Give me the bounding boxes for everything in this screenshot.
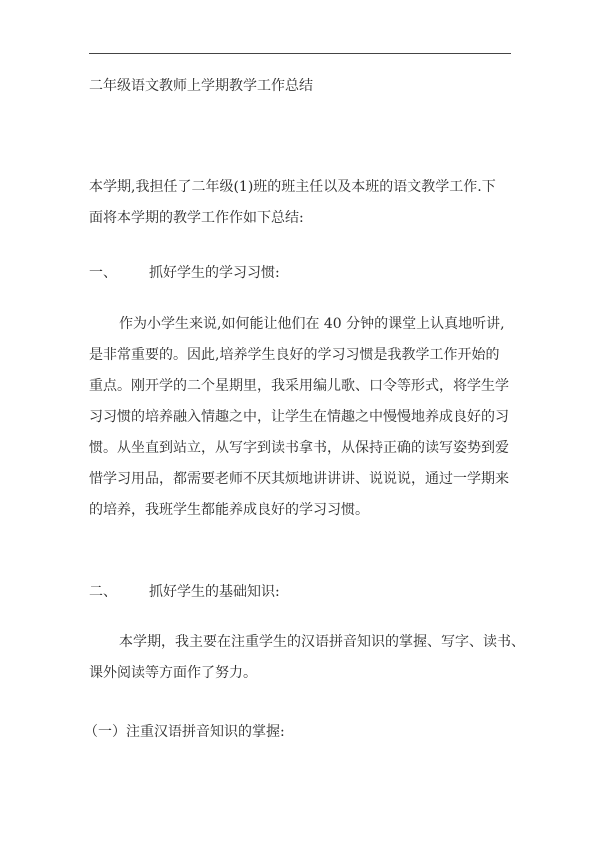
intro-line: 面将本学期的教学工作作如下总结: bbox=[89, 210, 304, 226]
paragraph-line: 习习惯的培养融入情趣之中，让学生在情趣之中慢慢地养成良好的习 bbox=[89, 409, 509, 425]
intro-line: 本学期,我担任了二年级(1)班的班主任以及本班的语文教学工作.下 bbox=[89, 179, 496, 195]
section-1-title: 抓好学生的学习习惯: bbox=[149, 265, 280, 281]
section-2-title: 抓好学生的基础知识: bbox=[149, 584, 280, 600]
section-2-heading bbox=[89, 582, 280, 602]
paragraph-line: 惯。从坐直到站立，从写字到读书拿书，从保持正确的读写姿势到爱 bbox=[89, 440, 509, 456]
paragraph-line: 课外阅读等方面作了努力。 bbox=[89, 665, 257, 681]
document-title: 二年级语文教师上学期教学工作总结 bbox=[89, 78, 313, 94]
section-1-paragraph bbox=[89, 309, 514, 526]
paragraph-line: 作为小学生来说,如何能让他们在 40 分钟的课堂上认真地听讲, bbox=[119, 316, 505, 332]
paragraph-line: 重点。刚开学的二个星期里，我采用编儿歌、口令等形式，将学生学 bbox=[89, 378, 509, 394]
subsection-1-heading: （一）注重汉语拼音知识的掌握: bbox=[84, 724, 285, 740]
paragraph-line: 的培养，我班学生都能养成良好的学习习惯。 bbox=[89, 502, 369, 518]
section-1-heading bbox=[89, 263, 280, 283]
header-rule bbox=[89, 53, 511, 54]
paragraph-line: 惜学习用品，都需要老师不厌其烦地讲讲讲、说说说，通过一学期来 bbox=[89, 471, 509, 487]
paragraph-line: 是非常重要的。因此,培养学生良好的学习习惯是我教学工作开始的 bbox=[89, 347, 500, 363]
section-2-number: 二、 bbox=[89, 584, 117, 600]
section-2-paragraph bbox=[89, 627, 525, 689]
section-1-number: 一、 bbox=[89, 265, 117, 281]
intro-paragraph bbox=[89, 172, 514, 234]
paragraph-line: 本学期，我主要在注重学生的汉语拼音知识的掌握、写字、读书、 bbox=[119, 634, 525, 650]
